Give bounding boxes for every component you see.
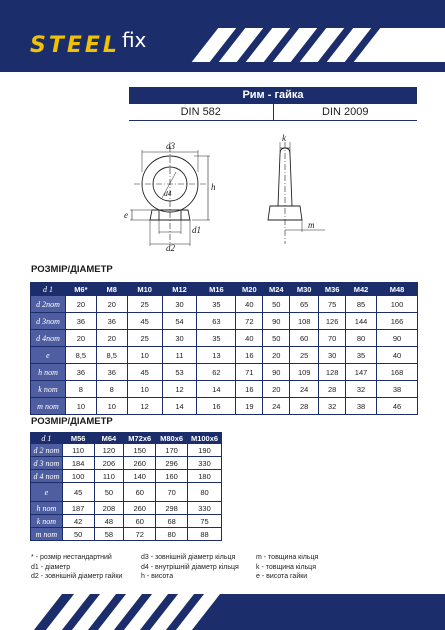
table1-cell: 36 bbox=[96, 364, 127, 381]
label-d2: d2 bbox=[166, 243, 175, 253]
table1-header-row bbox=[31, 283, 418, 296]
table1-col-header: M10 bbox=[127, 283, 162, 296]
table1-row bbox=[31, 296, 418, 313]
table1-cell: 11 bbox=[162, 347, 197, 364]
table1-cell: 50 bbox=[263, 296, 290, 313]
product-title-box bbox=[129, 87, 417, 121]
table1-cell: 16 bbox=[236, 347, 263, 364]
table1-cell: 71 bbox=[236, 364, 263, 381]
table2-header-row bbox=[31, 433, 222, 444]
legend-item: d3 - зовнішній діаметр кільця bbox=[141, 554, 236, 561]
table1-cell: 62 bbox=[197, 364, 236, 381]
table2-col-header: M56 bbox=[62, 433, 94, 444]
table1-cell: 30 bbox=[319, 347, 346, 364]
table2-cell: 206 bbox=[94, 457, 124, 470]
table2-row-label: m nom bbox=[31, 528, 63, 541]
header-stripe bbox=[354, 28, 445, 62]
table2-header-label: d 1 bbox=[31, 433, 63, 444]
table1-cell: 8,5 bbox=[96, 347, 127, 364]
table1-row bbox=[31, 313, 418, 330]
table1-cell: 60 bbox=[290, 330, 319, 347]
table2-row bbox=[31, 444, 222, 457]
table1-row-label: d 3nom bbox=[31, 313, 66, 330]
table1-col-header: M36 bbox=[319, 283, 346, 296]
table1-col-header: M42 bbox=[346, 283, 377, 296]
table1-cell: 50 bbox=[263, 330, 290, 347]
table2-cell: 150 bbox=[124, 444, 156, 457]
product-title: Рим - гайка bbox=[129, 87, 417, 104]
table1-row-label: d 4nom bbox=[31, 330, 66, 347]
table1-cell: 35 bbox=[197, 296, 236, 313]
table1-cell: 90 bbox=[263, 313, 290, 330]
table2-cell: 184 bbox=[62, 457, 94, 470]
table1-col-header: M24 bbox=[263, 283, 290, 296]
table1-row-label: m nom bbox=[31, 398, 66, 415]
legend-item: * - розмір нестандартний bbox=[31, 554, 112, 561]
table1-row-label: h nom bbox=[31, 364, 66, 381]
table1-cell: 126 bbox=[319, 313, 346, 330]
table1-cell: 20 bbox=[96, 296, 127, 313]
table1-cell: 46 bbox=[377, 398, 418, 415]
table2-title: РОЗМІР/ДІАМЕТР bbox=[31, 416, 113, 427]
table1-cell: 14 bbox=[197, 381, 236, 398]
table2-cell: 88 bbox=[188, 528, 222, 541]
table2-cell: 110 bbox=[94, 470, 124, 483]
table1-cell: 90 bbox=[263, 364, 290, 381]
table1-cell: 80 bbox=[346, 330, 377, 347]
label-m: m bbox=[308, 220, 315, 230]
table1-col-header: M8 bbox=[96, 283, 127, 296]
table2-cell: 170 bbox=[156, 444, 188, 457]
table2-cell: 100 bbox=[62, 470, 94, 483]
table1-cell: 12 bbox=[127, 398, 162, 415]
table1-cell: 20 bbox=[263, 381, 290, 398]
table1-cell: 63 bbox=[197, 313, 236, 330]
table2-row bbox=[31, 470, 222, 483]
table1-cell: 13 bbox=[197, 347, 236, 364]
table1-cell: 19 bbox=[236, 398, 263, 415]
table2-cell: 140 bbox=[124, 470, 156, 483]
table1-cell: 25 bbox=[127, 296, 162, 313]
table2-row bbox=[31, 483, 222, 502]
table1-cell: 10 bbox=[127, 347, 162, 364]
table1-cell: 144 bbox=[346, 313, 377, 330]
table1-row bbox=[31, 381, 418, 398]
footer-band bbox=[0, 594, 445, 630]
legend-column-1 bbox=[31, 553, 122, 582]
table1-cell: 45 bbox=[127, 364, 162, 381]
table2-row-label: d 2 nom bbox=[31, 444, 63, 457]
table2-cell: 58 bbox=[94, 528, 124, 541]
table1-row bbox=[31, 347, 418, 364]
table2-row-label: d 4 nom bbox=[31, 470, 63, 483]
table2-cell: 187 bbox=[62, 502, 94, 515]
table1-cell: 36 bbox=[65, 313, 96, 330]
table1-cell: 72 bbox=[236, 313, 263, 330]
table1-cell: 20 bbox=[65, 296, 96, 313]
table1-cell: 128 bbox=[319, 364, 346, 381]
table1-row bbox=[31, 330, 418, 347]
table2-row-label: e bbox=[31, 483, 63, 502]
table1-col-header: M30 bbox=[290, 283, 319, 296]
table1-cell: 20 bbox=[96, 330, 127, 347]
brand-logo-main: STEEL bbox=[30, 32, 120, 58]
table2-cell: 120 bbox=[94, 444, 124, 457]
table1-cell: 32 bbox=[346, 381, 377, 398]
table2-col-header: M100x6 bbox=[188, 433, 222, 444]
standards-row bbox=[129, 104, 417, 121]
legend-column-3 bbox=[256, 553, 318, 582]
table1-cell: 36 bbox=[96, 313, 127, 330]
table1-cell: 168 bbox=[377, 364, 418, 381]
label-e: e bbox=[124, 210, 128, 220]
table1-title: РОЗМІР/ДІАМЕТР bbox=[31, 264, 113, 275]
table2-cell: 296 bbox=[156, 457, 188, 470]
table1-col-header: M6* bbox=[65, 283, 96, 296]
table1-cell: 100 bbox=[377, 296, 418, 313]
header-band bbox=[0, 0, 445, 72]
table2-cell: 60 bbox=[124, 515, 156, 528]
table2-row bbox=[31, 502, 222, 515]
table1-cell: 36 bbox=[65, 364, 96, 381]
table1-cell: 28 bbox=[319, 381, 346, 398]
table2-cell: 330 bbox=[188, 457, 222, 470]
table1-cell: 25 bbox=[127, 330, 162, 347]
table1-cell: 109 bbox=[290, 364, 319, 381]
table2-cell: 42 bbox=[62, 515, 94, 528]
table2-cell: 48 bbox=[94, 515, 124, 528]
table1-cell: 32 bbox=[319, 398, 346, 415]
table1-cell: 10 bbox=[127, 381, 162, 398]
table2-cell: 60 bbox=[124, 483, 156, 502]
table1-cell: 40 bbox=[236, 296, 263, 313]
table2-col-header: M64 bbox=[94, 433, 124, 444]
table1-cell: 40 bbox=[236, 330, 263, 347]
table1-cell: 28 bbox=[290, 398, 319, 415]
table2-cell: 160 bbox=[156, 470, 188, 483]
table1-col-header: M20 bbox=[236, 283, 263, 296]
brand-logo-suffix: fix bbox=[121, 28, 147, 52]
table1-col-header: M12 bbox=[162, 283, 197, 296]
table1-col-header: M16 bbox=[197, 283, 236, 296]
table1-cell: 108 bbox=[290, 313, 319, 330]
table1-cell: 38 bbox=[346, 398, 377, 415]
legend-item: d4 - внутрішній діаметр кільця bbox=[141, 563, 239, 571]
table1-cell: 166 bbox=[377, 313, 418, 330]
brand-logo bbox=[30, 30, 146, 60]
label-k: k bbox=[282, 133, 286, 143]
table2-row bbox=[31, 528, 222, 541]
legend-item: e - висота гайки bbox=[256, 573, 308, 580]
table2-cell: 260 bbox=[124, 457, 156, 470]
table1-cell: 8 bbox=[65, 381, 96, 398]
table1-cell: 54 bbox=[162, 313, 197, 330]
table1-cell: 75 bbox=[319, 296, 346, 313]
dimensions-table-2 bbox=[30, 432, 222, 541]
table2-cell: 330 bbox=[188, 502, 222, 515]
table2-row bbox=[31, 457, 222, 470]
table1-col-header: M48 bbox=[377, 283, 418, 296]
table1-cell: 8 bbox=[96, 381, 127, 398]
table1-cell: 24 bbox=[263, 398, 290, 415]
table1-cell: 85 bbox=[346, 296, 377, 313]
legend-item: d2 - зовнішній діаметр гайки bbox=[31, 573, 123, 580]
table2-col-header: M72x6 bbox=[124, 433, 156, 444]
table1-cell: 38 bbox=[377, 381, 418, 398]
table2-cell: 75 bbox=[188, 515, 222, 528]
legend-item: m - товщина кільця bbox=[256, 554, 319, 561]
table1-cell: 53 bbox=[162, 364, 197, 381]
table2-cell: 298 bbox=[156, 502, 188, 515]
eye-nut-technical-drawing bbox=[110, 132, 340, 254]
table1-row-label: d 2nom bbox=[31, 296, 66, 313]
table1-cell: 70 bbox=[319, 330, 346, 347]
table1-row-label: e bbox=[31, 347, 66, 364]
table1-cell: 30 bbox=[162, 330, 197, 347]
legend-item: h - висота bbox=[141, 573, 174, 580]
table1-cell: 8,5 bbox=[65, 347, 96, 364]
table1-cell: 35 bbox=[346, 347, 377, 364]
table2-row-label: d 3 nom bbox=[31, 457, 63, 470]
table1-row bbox=[31, 364, 418, 381]
table1-cell: 10 bbox=[96, 398, 127, 415]
table1-cell: 16 bbox=[236, 381, 263, 398]
table1-cell: 25 bbox=[290, 347, 319, 364]
table2-cell: 190 bbox=[188, 444, 222, 457]
label-d3: d3 bbox=[166, 141, 175, 151]
label-h: h bbox=[211, 182, 216, 192]
table2-cell: 110 bbox=[62, 444, 94, 457]
table2-cell: 80 bbox=[156, 528, 188, 541]
table1-row-label: k nom bbox=[31, 381, 66, 398]
table1-cell: 20 bbox=[65, 330, 96, 347]
table2-cell: 80 bbox=[188, 483, 222, 502]
table1-cell: 16 bbox=[197, 398, 236, 415]
table1-cell: 10 bbox=[65, 398, 96, 415]
table2-cell: 45 bbox=[62, 483, 94, 502]
table1-cell: 24 bbox=[290, 381, 319, 398]
label-d4: d4 bbox=[164, 189, 172, 198]
table1-cell: 14 bbox=[162, 398, 197, 415]
legend-column-2 bbox=[141, 553, 239, 582]
table1-cell: 20 bbox=[263, 347, 290, 364]
standard-din-582: DIN 582 bbox=[129, 104, 274, 120]
table1-cell: 65 bbox=[290, 296, 319, 313]
label-d1: d1 bbox=[192, 225, 201, 235]
table2-cell: 50 bbox=[94, 483, 124, 502]
table2-row-label: h nom bbox=[31, 502, 63, 515]
table1-cell: 35 bbox=[197, 330, 236, 347]
table1-cell: 40 bbox=[377, 347, 418, 364]
table2-row-label: k nom bbox=[31, 515, 63, 528]
legend-item: d1 - діаметр bbox=[31, 563, 71, 571]
table2-cell: 180 bbox=[188, 470, 222, 483]
table2-cell: 72 bbox=[124, 528, 156, 541]
dimensions-table-1 bbox=[30, 282, 418, 415]
table1-header-label: d 1 bbox=[31, 283, 66, 296]
table2-col-header: M80x6 bbox=[156, 433, 188, 444]
legend-item: k - товщина кільця bbox=[256, 563, 316, 571]
table1-cell: 30 bbox=[162, 296, 197, 313]
table2-cell: 68 bbox=[156, 515, 188, 528]
table2-cell: 50 bbox=[62, 528, 94, 541]
table2-row bbox=[31, 515, 222, 528]
table1-cell: 45 bbox=[127, 313, 162, 330]
table1-cell: 90 bbox=[377, 330, 418, 347]
table2-cell: 70 bbox=[156, 483, 188, 502]
standard-din-2009: DIN 2009 bbox=[322, 106, 369, 118]
table2-cell: 260 bbox=[124, 502, 156, 515]
table1-cell: 147 bbox=[346, 364, 377, 381]
table1-row bbox=[31, 398, 418, 415]
table2-cell: 208 bbox=[94, 502, 124, 515]
table1-cell: 12 bbox=[162, 381, 197, 398]
